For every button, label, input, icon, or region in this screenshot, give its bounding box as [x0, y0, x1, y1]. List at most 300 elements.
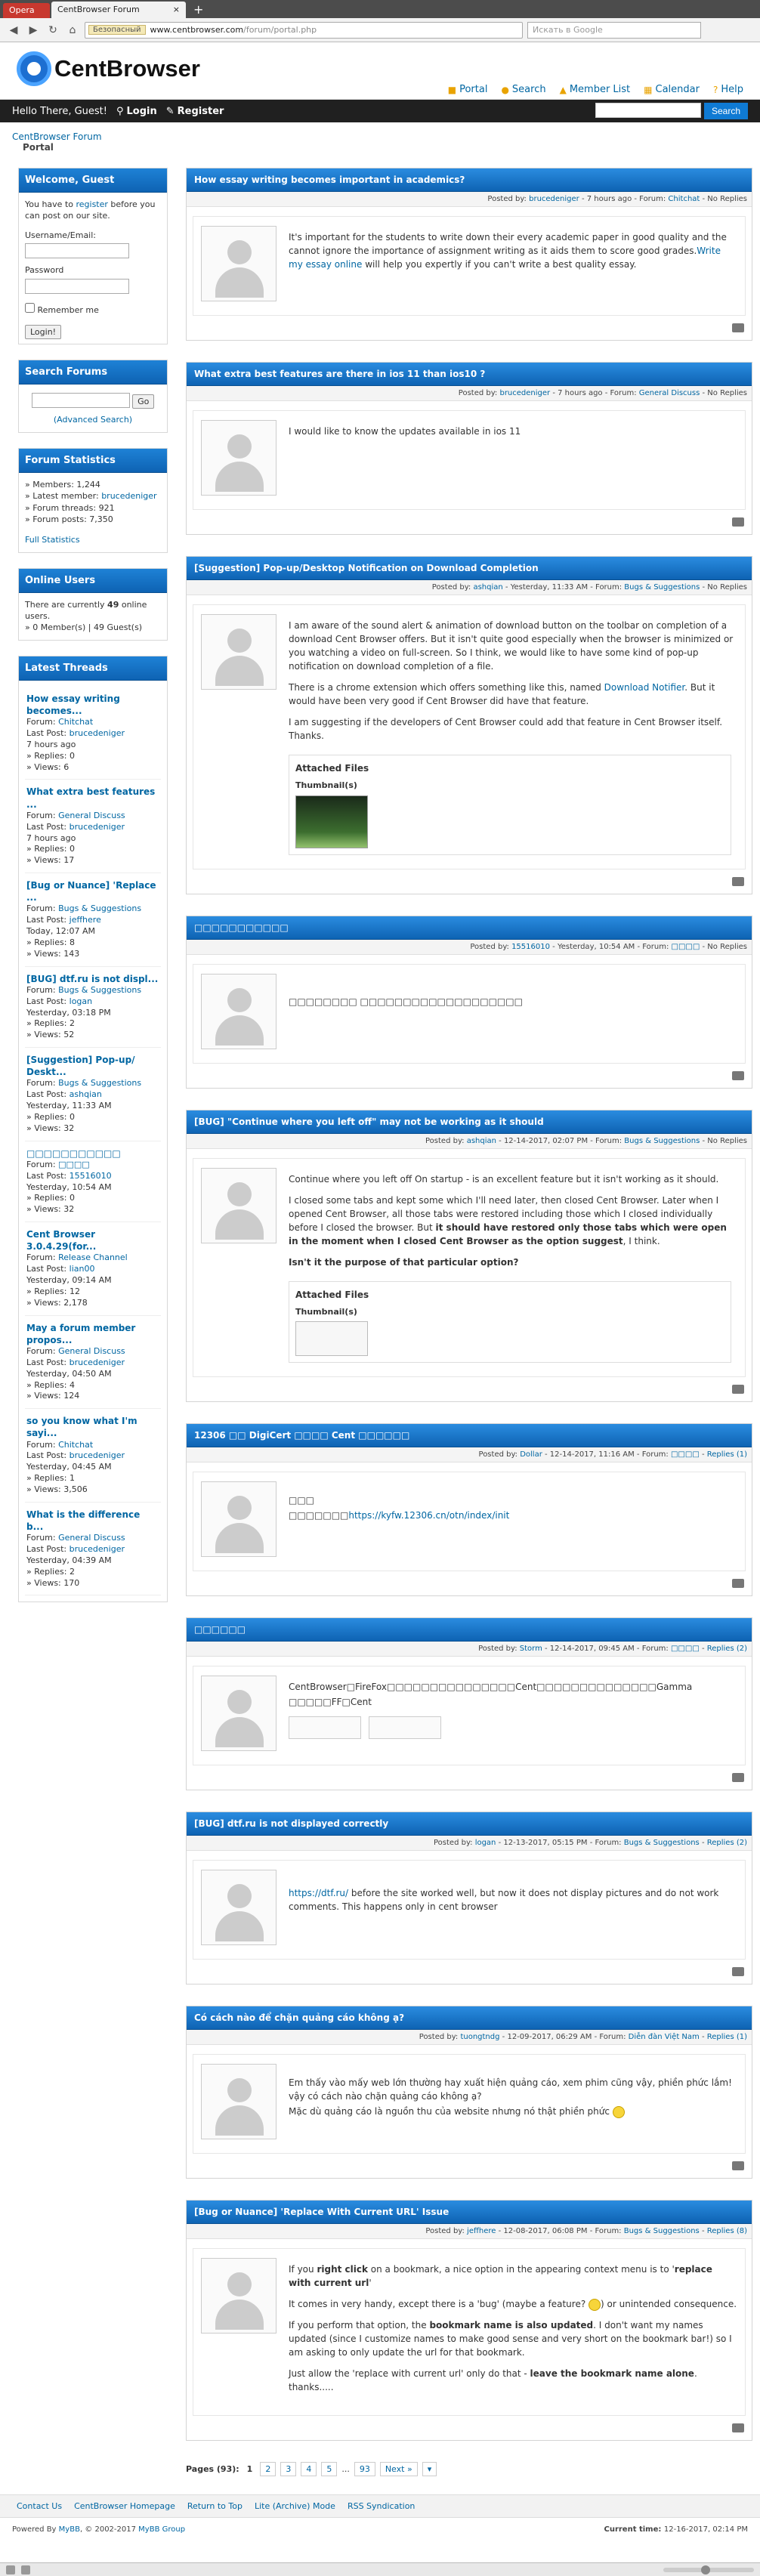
register-link[interactable] — [166, 106, 224, 117]
top-link-help[interactable] — [713, 84, 743, 95]
avatar — [201, 2064, 277, 2139]
avatar — [201, 1481, 277, 1557]
footer-bottom — [0, 2518, 760, 2541]
latest-thread-last-post: Last Post: brucedeniger — [26, 1357, 125, 1367]
latest-thread-views: » Views: 143 — [26, 948, 80, 959]
password-label: Password — [25, 265, 64, 276]
stat-latest-member: » Latest member: brucedeniger — [25, 491, 157, 502]
password-input[interactable] — [25, 279, 129, 294]
new-tab-button[interactable]: + — [193, 2, 204, 17]
latest-thread-views: » Views: 32 — [26, 1204, 75, 1215]
post-author[interactable]: ashqian — [466, 1136, 496, 1145]
post-author[interactable]: Storm — [519, 1645, 542, 1653]
post-title[interactable]: What extra best features are there in ios 11 than ios10 ? — [187, 363, 752, 386]
browser-toolbar — [0, 18, 760, 42]
post-link[interactable]: Write my essay online — [289, 246, 721, 270]
latest-thread-item — [25, 873, 161, 967]
latest-thread-title[interactable]: □□□□□□□□□□□ — [26, 1147, 121, 1159]
post-meta: Posted by: 15516010 - Yesterday, 10:54 AM - Forum: □□□□ - No Replies — [187, 940, 752, 955]
inline-images — [289, 1716, 737, 1739]
latest-thread-item — [25, 687, 161, 780]
pagination-label: Pages (93): — [186, 2464, 239, 2474]
portal-icon: ■ — [447, 84, 457, 95]
online-count: There are currently 49 online users. — [25, 599, 147, 622]
pagination-current: 1 — [246, 2464, 253, 2474]
avatar — [201, 974, 277, 1049]
latest-thread-item — [25, 1141, 161, 1222]
footer-links — [0, 2494, 760, 2518]
browser-tab-active[interactable] — [51, 2, 186, 18]
latest-thread-last-user[interactable]: lian00 — [69, 1264, 95, 1274]
print-icon[interactable] — [732, 1071, 744, 1080]
post-meta: Posted by: brucedeniger - 7 hours ago - Forum: General Discuss - No Replies — [187, 386, 752, 401]
post-author[interactable]: ashqian — [473, 583, 503, 591]
post-body: It's important for the students to write down their every academic paper in good quality and the cannot ignore the importance of assignment writing as it aids them to score good grades.Write my essay online will help you expertly if you can't write a best quality essay. — [289, 232, 727, 270]
post-meta: Posted by: ashqian - 12-14-2017, 02:07 PM - Forum: Bugs & Suggestions - No Replies — [187, 1134, 752, 1149]
online-breakdown: » 0 Member(s) | 49 Guest(s) — [25, 622, 143, 633]
post-title[interactable]: [BUG] dtf.ru is not displayed correctly — [187, 1812, 752, 1836]
avatar — [201, 1676, 277, 1751]
post-replies: No Replies — [707, 583, 747, 591]
post — [186, 916, 752, 1089]
post-replies: No Replies — [707, 942, 747, 951]
current-time: Current time: 12-16-2017, 02:14 PM — [604, 2525, 748, 2534]
username-input[interactable] — [25, 243, 129, 258]
latest-thread-forum-link[interactable]: Bugs & Suggestions — [58, 1078, 142, 1089]
top-link-portal[interactable] — [448, 84, 488, 95]
latest-thread-forum: Forum: Bugs & Suggestions — [26, 984, 142, 995]
post — [186, 1110, 752, 1403]
register-icon: ✎ — [165, 105, 175, 117]
smiley-icon — [613, 2106, 625, 2118]
avatar — [201, 226, 277, 301]
panel-search — [595, 103, 748, 119]
print-icon[interactable] — [732, 877, 744, 886]
latest-thread-forum-link[interactable]: General Discuss — [58, 1346, 125, 1357]
full-statistics-link[interactable]: Full Statistics — [25, 535, 80, 545]
username-label: Username/Email: — [25, 230, 97, 240]
latest-thread-forum: Forum: General Discuss — [26, 1346, 125, 1357]
pagination-page[interactable]: 3 — [280, 2462, 296, 2476]
post-replies[interactable]: Replies (2) — [706, 1645, 747, 1653]
status-icon[interactable] — [21, 2565, 30, 2574]
latest-thread-last-user[interactable]: ashqian — [69, 1089, 102, 1100]
latest-thread-last-post: Last Post: brucedeniger — [26, 1450, 125, 1461]
latest-threads-box — [18, 656, 168, 1603]
latest-thread-forum-link[interactable]: Bugs & Suggestions — [58, 984, 142, 995]
attachment-thumbnail[interactable] — [295, 1321, 368, 1356]
latest-thread-forum-link[interactable]: Chitchat — [58, 717, 94, 727]
latest-thread-time: Yesterday, 11:33 AM — [26, 1101, 112, 1111]
members-icon: ▲ — [559, 84, 567, 95]
post-body: CentBrowser□FireFox□□□□□□□□□□□□□□□Cent□□□□□□□□□□□□□□Gamma □□□□□FF□Cent — [289, 1676, 737, 1751]
latest-thread-replies: » Replies: 2 — [26, 1018, 75, 1029]
mybb-group-link[interactable]: MyBB Group — [138, 2525, 186, 2534]
post-forum[interactable]: Bugs & Suggestions — [623, 2227, 700, 2235]
latest-thread-forum: Forum: Chitchat — [26, 717, 94, 727]
online-title: Online Users — [19, 569, 167, 593]
post-body: https://dtf.ru/ before the site worked well, but now it does not display pictures and do not work comments. This happens only in cent browser — [289, 1888, 719, 1912]
latest-thread-views: » Views: 2,178 — [26, 1297, 88, 1308]
top-link-calendar[interactable] — [644, 84, 700, 95]
back-icon[interactable]: ◀ — [9, 23, 18, 36]
latest-thread-item — [25, 1222, 161, 1316]
welcome-box — [18, 168, 168, 344]
latest-thread-title[interactable]: What extra best features ... — [26, 786, 156, 810]
print-icon[interactable] — [732, 2423, 744, 2432]
latest-thread-title[interactable]: so you know what I'm sayi... — [26, 1416, 137, 1439]
post-title[interactable]: [Suggestion] Pop-up/Desktop Notification on Download Completion — [187, 557, 752, 580]
post-body: If you right click on a bookmark, a nice option in the appearing context menu is to 'replace with current url' It comes in very handy, except there is a 'bug' (maybe a feature? ) or unintended consequence. If you perform that option, the bookmark name is also updated. I don't want my names updated (since I customize names to make good sense and very short on the bookmark bar!) so I am asking to only update the url for that bookmark. Just allow the 'replace with current url' only do that - leave the bookmark name alone. thanks..... — [289, 2264, 737, 2392]
post-replies[interactable]: Replies (1) — [706, 1450, 747, 1459]
post-link[interactable]: Download Notifier — [604, 682, 685, 693]
post — [186, 168, 752, 341]
latest-thread-time: 7 hours ago — [26, 832, 76, 843]
post-meta: Posted by: jeffhere - 12-08-2017, 06:08 PM - Forum: Bugs & Suggestions - Replies (8) — [187, 2224, 752, 2239]
online-box — [18, 568, 168, 641]
latest-thread-time: Yesterday, 04:50 AM — [26, 1368, 112, 1379]
latest-thread-forum-link[interactable]: □□□□ — [58, 1159, 90, 1169]
latest-thread-forum-link[interactable]: General Discuss — [58, 810, 125, 820]
post-title[interactable]: [BUG] "Continue where you left off" may not be working as it should — [187, 1110, 752, 1134]
post-forum[interactable]: Bugs & Suggestions — [624, 583, 700, 591]
welcome-title: Welcome, Guest — [19, 168, 167, 193]
register-inline-link[interactable]: register — [76, 199, 108, 209]
post-replies[interactable]: Replies (1) — [706, 2033, 747, 2041]
panel-search-button[interactable]: Search — [704, 103, 748, 119]
latest-thread-last-user[interactable]: brucedeniger — [69, 821, 125, 832]
latest-thread-last-post: Last Post: ashqian — [26, 1089, 102, 1100]
print-icon[interactable] — [732, 517, 744, 527]
latest-thread-forum: Forum: Bugs & Suggestions — [26, 903, 142, 914]
latest-thread-last-post: Last Post: logan — [26, 996, 93, 1006]
latest-thread-title[interactable]: How essay writing becomes... — [26, 693, 120, 717]
post-forum[interactable]: Chitchat — [668, 195, 700, 203]
login-link[interactable] — [116, 106, 157, 117]
panel-search-input[interactable] — [595, 103, 701, 118]
latest-thread-forum: Forum: Bugs & Suggestions — [26, 1078, 142, 1089]
remember-label: Remember me — [37, 304, 99, 315]
latest-thread-last-user[interactable]: jeffhere — [69, 915, 101, 925]
site-logo[interactable] — [17, 51, 200, 86]
breadcrumb-home[interactable]: CentBrowser Forum — [12, 131, 102, 142]
browser-tab-strip — [0, 0, 760, 18]
post-forum[interactable]: General Discuss — [638, 389, 700, 397]
post-body: Continue where you left off On startup - is an excellent feature but it isn't working as it should. I closed some tabs and kept some which I'll need later, then closed Cent Browser. Later when I opened Cent Browser, all those tabs were restored including those which I closed individually before I closed the browser. But it should have restored only those tabs which were open in the moment when I closed Cent Browser as the option suggest, I think. Isn't it the purpose of that particular option? Attached Files Thumbnail(s) — [289, 1168, 737, 1364]
latest-thread-title[interactable]: [BUG] dtf.ru is not displ... — [26, 973, 159, 984]
zoom-slider[interactable] — [663, 2568, 754, 2572]
post — [186, 1617, 752, 1790]
stat-members: » Members: 1,244 — [25, 479, 100, 490]
post-body: I am aware of the sound alert & animation of download button on the toolbar on completion of a download Cent Browser offers. But it isn't quite good especially when the browser is minimized or you watching a video on full-screen. So I think, we would like to have some kind of pop-up notification on download completion of a file. There is a chrome extension which offers something like this, named Download Notifier. But it would have been very good if Cent Browser did have that feature. I am suggesting if the developers of Cent Browser could add that feature in Cent Browser itself. Thanks. Attached Files Thumbnail(s) — [289, 614, 737, 855]
stats-box — [18, 448, 168, 553]
forum-search-input[interactable] — [32, 393, 130, 408]
inline-image[interactable] — [289, 1716, 361, 1739]
tab-title: CentBrowser Forum — [57, 5, 140, 14]
forward-icon[interactable]: ▶ — [29, 23, 38, 36]
remember-checkbox[interactable] — [25, 303, 35, 313]
post-link[interactable]: https://kyfw.12306.cn/otn/index/init — [348, 1510, 510, 1521]
post-forum[interactable]: □□□□ — [670, 1645, 700, 1653]
url-host: www.centbrowser.com — [150, 25, 244, 35]
latest-thread-time: Yesterday, 04:45 AM — [26, 1462, 112, 1472]
stat-threads: » Forum threads: 921 — [25, 502, 115, 513]
post-author[interactable]: Dollar — [520, 1450, 542, 1459]
pagination-jump-icon[interactable]: ▾ — [422, 2462, 437, 2476]
latest-thread-time: Today, 12:07 AM — [26, 926, 96, 937]
register-label: Register — [177, 105, 224, 117]
footer-contact-link[interactable]: Contact Us — [17, 2501, 63, 2511]
reload-icon[interactable]: ↻ — [48, 23, 57, 36]
latest-thread-views: » Views: 17 — [26, 855, 75, 866]
latest-thread-title[interactable]: May a forum member propos... — [26, 1322, 136, 1345]
post-meta: Posted by: logan - 12-13-2017, 05:15 PM - Forum: Bugs & Suggestions - Replies (2) — [187, 1836, 752, 1851]
post — [186, 1423, 752, 1596]
post — [186, 2200, 752, 2441]
post-author[interactable]: jeffhere — [467, 2227, 496, 2235]
post-body: Em thấy vào mấy web lớn thường hay xuất hiện quảng cáo, xem phim cũng vậy, phiền phức lắm! vậy có cách nào chặn quảng cáo không ạ? Mặc dù quảng cáo là nguồn thu của website nhưng nó thật phiền phức — [289, 2077, 732, 2117]
search-box-title: Search Forums — [19, 360, 167, 385]
latest-thread-views: » Views: 52 — [26, 1030, 75, 1040]
latest-thread-forum-link[interactable]: General Discuss — [58, 1533, 125, 1543]
latest-thread-replies: » Replies: 12 — [26, 1286, 80, 1296]
post-title[interactable]: Có cách nào để chặn quảng cáo không ạ? — [187, 2006, 752, 2030]
post-meta: Posted by: tuongtndg - 12-09-2017, 06:29 AM - Forum: Diễn đàn Việt Nam - Replies (1) — [187, 2030, 752, 2045]
latest-thread-replies: » Replies: 1 — [26, 1473, 75, 1484]
latest-thread-replies: » Replies: 0 — [26, 844, 75, 854]
latest-thread-last-user[interactable]: brucedeniger — [69, 728, 125, 739]
post-title[interactable]: 12306 □□ DigiCert □□□□ Cent □□□□□□ — [187, 1424, 752, 1447]
status-icon[interactable] — [6, 2565, 15, 2574]
post-author[interactable]: brucedeniger — [529, 195, 579, 203]
latest-thread-views: » Views: 6 — [26, 761, 70, 772]
breadcrumb-current: Portal — [23, 142, 54, 153]
latest-thread-item — [25, 780, 161, 873]
post-forum[interactable]: Bugs & Suggestions — [624, 1136, 700, 1145]
calendar-icon: ▦ — [644, 84, 653, 95]
forum-search-go[interactable]: Go — [132, 394, 154, 409]
post — [186, 362, 752, 535]
post — [186, 1812, 752, 1985]
advanced-search-link[interactable]: (Advanced Search) — [53, 415, 133, 425]
user-panel-bar — [0, 100, 760, 122]
post-forum[interactable]: □□□□ — [671, 942, 700, 951]
latest-thread-forum-link[interactable]: Chitchat — [58, 1439, 94, 1450]
footer-lite-link[interactable]: Lite (Archive) Mode — [254, 2501, 335, 2511]
stat-posts: » Forum posts: 7,350 — [25, 514, 113, 524]
attachments: Attached Files Thumbnail(s) — [289, 755, 731, 855]
latest-threads-title: Latest Threads — [19, 656, 167, 681]
latest-thread-forum-link[interactable]: Release Channel — [58, 1252, 128, 1263]
print-icon[interactable] — [732, 1385, 744, 1394]
breadcrumb — [0, 122, 760, 153]
print-icon[interactable] — [732, 323, 744, 332]
stats-title: Forum Statistics — [19, 449, 167, 473]
post-meta: Posted by: brucedeniger - 7 hours ago - Forum: Chitchat - No Replies — [187, 192, 752, 207]
latest-thread-last-user[interactable]: logan — [69, 996, 93, 1006]
welcome-intro: You have to register before you can post on our site. — [25, 199, 156, 221]
top-link-label: Search — [511, 84, 546, 95]
print-icon[interactable] — [732, 1579, 744, 1588]
latest-thread-replies: » Replies: 4 — [26, 1379, 75, 1390]
latest-thread-views: » Views: 3,506 — [26, 1484, 88, 1494]
post-title[interactable]: How essay writing becomes important in academics? — [187, 168, 752, 192]
avatar — [201, 1168, 277, 1243]
latest-thread-last-post: Last Post: brucedeniger — [26, 821, 125, 832]
login-button[interactable]: Login! — [25, 325, 61, 339]
print-icon[interactable] — [732, 2161, 744, 2170]
latest-thread-forum: Forum: Chitchat — [26, 1439, 94, 1450]
portal-posts — [186, 168, 752, 2494]
latest-thread-last-user[interactable]: brucedeniger — [69, 1450, 125, 1461]
post-replies[interactable]: Replies (8) — [706, 2227, 747, 2235]
latest-thread-last-post: Last Post: jeffhere — [26, 915, 101, 925]
latest-thread-last-post: Last Post: brucedeniger — [26, 728, 125, 739]
greeting-text: Hello There, Guest! — [12, 105, 107, 117]
latest-thread-time: Yesterday, 10:54 AM — [26, 1181, 112, 1192]
browser-search-field[interactable]: Искать в Google — [527, 22, 701, 39]
pagination-last[interactable]: 93 — [354, 2462, 375, 2476]
insecure-badge[interactable]: Безопасный — [88, 25, 146, 35]
post-replies: No Replies — [707, 389, 747, 397]
avatar — [201, 614, 277, 690]
url-path: /forum/portal.php — [243, 25, 317, 35]
login-icon: ⚲ — [116, 105, 124, 117]
footer-rss-link[interactable]: RSS Syndication — [347, 2501, 416, 2511]
mybb-link[interactable]: MyBB — [58, 2525, 80, 2534]
logo-text: CentBrowser — [54, 55, 200, 82]
latest-thread-views: » Views: 170 — [26, 1577, 80, 1588]
latest-thread-item — [25, 1503, 161, 1596]
pagination-page[interactable]: 5 — [321, 2462, 337, 2476]
top-link-label: Portal — [459, 84, 488, 95]
post-meta: Posted by: Dollar - 12-14-2017, 11:16 AM - Forum: □□□□ - Replies (1) — [187, 1447, 752, 1463]
post-author[interactable]: tuongtndg — [460, 2033, 500, 2041]
latest-thread-title[interactable]: What is the difference b... — [26, 1509, 141, 1533]
latest-thread-last-user[interactable]: brucedeniger — [69, 1357, 125, 1367]
post-author[interactable]: brucedeniger — [499, 389, 551, 397]
latest-thread-views: » Views: 32 — [26, 1123, 75, 1133]
pagination-page[interactable]: 4 — [301, 2462, 317, 2476]
help-icon: ? — [712, 84, 718, 95]
avatar — [201, 2258, 277, 2334]
post-meta: Posted by: ashqian - Yesterday, 11:33 AM - Forum: Bugs & Suggestions - No Replies — [187, 580, 752, 595]
latest-thread-time: 7 hours ago — [26, 739, 76, 749]
latest-thread-forum: Forum: General Discuss — [26, 810, 125, 820]
inline-image[interactable] — [369, 1716, 441, 1739]
post-body: □□□ □□□□□□□https://kyfw.12306.cn/otn/index/init — [289, 1495, 510, 1521]
footer-homepage-link[interactable]: CentBrowser Homepage — [74, 2501, 175, 2511]
post — [186, 556, 752, 894]
latest-thread-forum: Forum: □□□□ — [26, 1159, 90, 1169]
footer-top-link[interactable]: Return to Top — [187, 2501, 243, 2511]
top-link-label: Calendar — [655, 84, 700, 95]
latest-thread-forum: Forum: General Discuss — [26, 1533, 125, 1543]
tab-close-icon[interactable]: × — [172, 5, 180, 14]
print-icon[interactable] — [732, 1773, 744, 1782]
latest-thread-time: Yesterday, 03:18 PM — [26, 1007, 111, 1018]
post-body: □□□□□□□□ □□□□□□□□□□□□□□□□□□□ — [289, 996, 523, 1007]
top-link-label: Help — [721, 84, 743, 95]
latest-thread-title[interactable]: [Bug or Nuance] 'Replace ... — [26, 880, 156, 903]
post-title[interactable]: □□□□□□ — [187, 1618, 752, 1642]
latest-thread-last-post: Last Post: brucedeniger — [26, 1544, 125, 1555]
latest-thread-item — [25, 1409, 161, 1503]
latest-thread-last-post: Last Post: 15516010 — [26, 1170, 112, 1181]
attachment-thumbnail[interactable] — [295, 795, 368, 848]
post-forum[interactable]: □□□□ — [670, 1450, 700, 1459]
latest-thread-last-user[interactable]: 15516010 — [69, 1170, 112, 1181]
latest-member-link[interactable]: brucedeniger — [101, 491, 157, 502]
post-author[interactable]: logan — [474, 1839, 496, 1847]
post-title[interactable]: [Bug or Nuance] 'Replace With Current URL' Issue — [187, 2201, 752, 2224]
post-replies[interactable]: Replies (2) — [706, 1839, 747, 1847]
latest-thread-replies: » Replies: 2 — [26, 1566, 75, 1577]
top-link-label: Member List — [569, 84, 631, 95]
search-box — [18, 360, 168, 432]
latest-thread-last-user[interactable]: brucedeniger — [69, 1544, 125, 1555]
avatar — [201, 420, 277, 496]
latest-thread-item — [25, 1048, 161, 1141]
latest-thread-replies: » Replies: 0 — [26, 1193, 75, 1203]
latest-thread-views: » Views: 124 — [26, 1391, 80, 1401]
sidebar — [18, 168, 168, 2494]
post-title[interactable]: □□□□□□□□□□□ — [187, 916, 752, 940]
post-replies: No Replies — [707, 195, 747, 203]
login-label: Login — [126, 105, 157, 117]
pagination-page[interactable]: 2 — [260, 2462, 276, 2476]
latest-thread-forum-link[interactable]: Bugs & Suggestions — [58, 903, 142, 914]
search-icon: ● — [501, 84, 509, 95]
latest-thread-item — [25, 1316, 161, 1410]
powered-by: Powered By MyBB, © 2002-2017 MyBB Group — [12, 2525, 186, 2534]
post-author[interactable]: 15516010 — [511, 942, 550, 951]
post-link[interactable]: https://dtf.ru/ — [289, 1888, 349, 1898]
address-bar[interactable] — [85, 22, 523, 39]
top-link-search[interactable] — [501, 84, 545, 95]
latest-thread-replies: » Replies: 0 — [26, 1111, 75, 1122]
opera-menu-tab[interactable]: Opera — [3, 3, 50, 18]
latest-thread-time: Yesterday, 04:39 AM — [26, 1555, 112, 1565]
latest-thread-last-post: Last Post: lian00 — [26, 1264, 95, 1274]
post-body: I would like to know the updates available in ios 11 — [289, 426, 521, 437]
post-forum[interactable]: Bugs & Suggestions — [623, 1839, 700, 1847]
latest-thread-time: Yesterday, 09:14 AM — [26, 1275, 112, 1286]
site-header — [0, 42, 760, 100]
print-icon[interactable] — [732, 1967, 744, 1976]
smiley-icon — [589, 2299, 601, 2311]
top-link-member-list[interactable] — [560, 84, 631, 95]
browser-status-bar — [0, 2562, 760, 2576]
post-forum[interactable]: Diễn đàn Việt Nam — [628, 2033, 700, 2041]
post-replies: No Replies — [707, 1136, 747, 1145]
pagination-next[interactable]: Next » — [380, 2462, 418, 2476]
top-links — [448, 84, 743, 95]
post — [186, 2006, 752, 2179]
latest-thread-title[interactable]: [Suggestion] Pop-up/ Deskt... — [26, 1055, 135, 1078]
pagination-dots: ... — [341, 2464, 350, 2474]
avatar — [201, 1870, 277, 1945]
home-icon[interactable]: ⌂ — [69, 23, 76, 36]
logo-icon — [17, 51, 51, 86]
latest-thread-title[interactable]: Cent Browser 3.0.4.29(for... — [26, 1229, 97, 1252]
latest-thread-item — [25, 967, 161, 1048]
post-meta: Posted by: Storm - 12-14-2017, 09:45 AM - Forum: □□□□ - Replies (2) — [187, 1642, 752, 1657]
page-content — [0, 168, 760, 2494]
latest-thread-replies: » Replies: 8 — [26, 937, 75, 947]
latest-thread-replies: » Replies: 0 — [26, 750, 75, 761]
attachments: Attached Files Thumbnail(s) — [289, 1281, 731, 1364]
